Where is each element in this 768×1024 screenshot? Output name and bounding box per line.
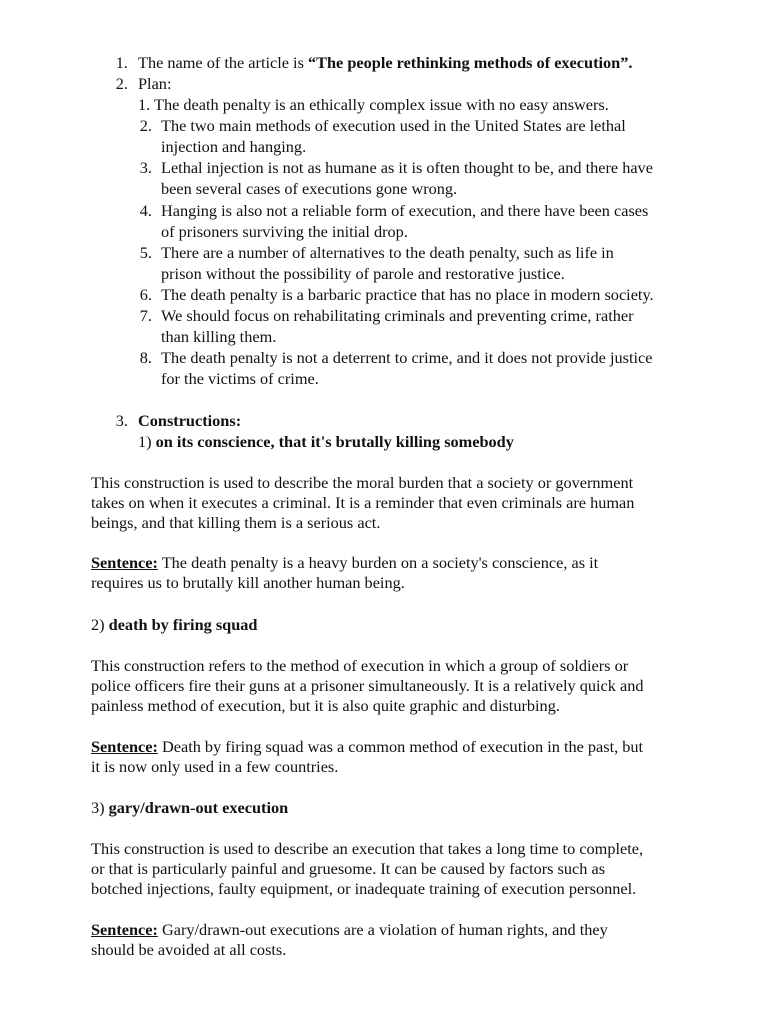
plan-item-text: Hanging is also not a reliable form of execution, and there have been cases	[161, 201, 649, 220]
sentence-label: Sentence:	[91, 553, 158, 572]
list-number: 3.	[115, 411, 128, 430]
construction-index: 2)	[91, 615, 105, 634]
example-sentence	[91, 919, 608, 940]
sentence-label: Sentence:	[91, 920, 158, 939]
plan-item-text: prison without the possibility of parole and restorative justice.	[161, 264, 565, 283]
construction-description: This construction refers to the method of execution in which a group of soldiers or	[91, 656, 629, 675]
sentence-text: should be avoided at all costs.	[91, 940, 287, 959]
plan-item-number: 7.	[139, 306, 152, 325]
plan-item-number: 4.	[139, 201, 152, 220]
construction-description: This construction is used to describe the moral burden that a society or government	[91, 473, 634, 492]
construction-phrase: death by firing squad	[108, 615, 258, 634]
sentence-text: Death by firing squad was a common method of execution in the past, but	[157, 737, 644, 756]
article-name-line	[138, 52, 632, 73]
sentence-text: requires us to brutally kill another human being.	[91, 573, 405, 592]
sentence-text: The death penalty is a heavy burden on a society's conscience, as it	[157, 553, 599, 572]
plan-item-text: of prisoners surviving the initial drop.	[161, 222, 408, 241]
construction-description: or that is particularly painful and gruesome. It can be caused by factors such as	[91, 859, 606, 878]
plan-item-number: 2.	[139, 116, 152, 135]
sentence-text: Gary/drawn-out executions are a violation of human rights, and they	[157, 920, 608, 939]
construction-heading	[138, 431, 514, 452]
example-sentence	[91, 736, 643, 757]
plan-item-text: The two main methods of execution used in the United States are lethal	[161, 116, 626, 135]
plan-item-number: 1.	[138, 95, 151, 114]
construction-description: painless method of execution, but it is also quite graphic and disturbing.	[91, 696, 560, 715]
sentence-text: it is now only used in a few countries.	[91, 757, 339, 776]
plan-item-text: There are a number of alternatives to the death penalty, such as life in	[161, 243, 614, 262]
article-name-prefix: The name of the article is	[138, 53, 308, 72]
list-number: 2.	[115, 74, 128, 93]
construction-heading	[91, 614, 257, 635]
plan-item-text: been several cases of executions gone wrong.	[161, 179, 458, 198]
construction-phrase: on its conscience, that it's brutally killing somebody	[155, 432, 514, 451]
construction-index: 1)	[138, 432, 152, 451]
construction-description: police officers fire their guns at a prisoner simultaneously. It is a relatively quick and	[91, 676, 644, 695]
plan-item-text: We should focus on rehabilitating criminals and preventing crime, rather	[161, 306, 634, 325]
article-title: “The people rethinking methods of execution”.	[307, 53, 633, 72]
plan-item-text: The death penalty is a barbaric practice that has no place in modern society.	[161, 285, 654, 304]
plan-item-number: 5.	[139, 243, 152, 262]
example-sentence	[91, 552, 598, 573]
plan-item-text: The death penalty is an ethically complex issue with no easy answers.	[154, 95, 609, 114]
list-number: 1.	[115, 53, 128, 72]
plan-item-text: for the victims of crime.	[161, 369, 319, 388]
construction-heading	[91, 797, 288, 818]
sentence-label: Sentence:	[91, 737, 158, 756]
plan-item-text: Lethal injection is not as humane as it is often thought to be, and there have	[161, 158, 653, 177]
plan-item-number: 8.	[139, 348, 152, 367]
construction-description: beings, and that killing them is a serious act.	[91, 513, 381, 532]
constructions-label: Constructions:	[138, 411, 242, 430]
plan-item-number: 6.	[139, 285, 152, 304]
constructions-heading	[138, 410, 241, 431]
construction-description: takes on when it executes a criminal. It is a reminder that even criminals are human	[91, 493, 635, 512]
plan-item-number: 3.	[139, 158, 152, 177]
construction-description: botched injections, faulty equipment, or inadequate training of execution personnel.	[91, 879, 637, 898]
plan-heading: Plan:	[138, 74, 172, 93]
plan-item-text: than killing them.	[161, 327, 277, 346]
plan-item	[138, 94, 609, 115]
construction-description: This construction is used to describe an execution that takes a long time to complete,	[91, 839, 644, 858]
plan-item-text: The death penalty is not a deterrent to crime, and it does not provide justice	[161, 348, 653, 367]
construction-phrase: gary/drawn-out execution	[108, 798, 289, 817]
construction-index: 3)	[91, 798, 105, 817]
plan-item-text: injection and hanging.	[161, 137, 307, 156]
